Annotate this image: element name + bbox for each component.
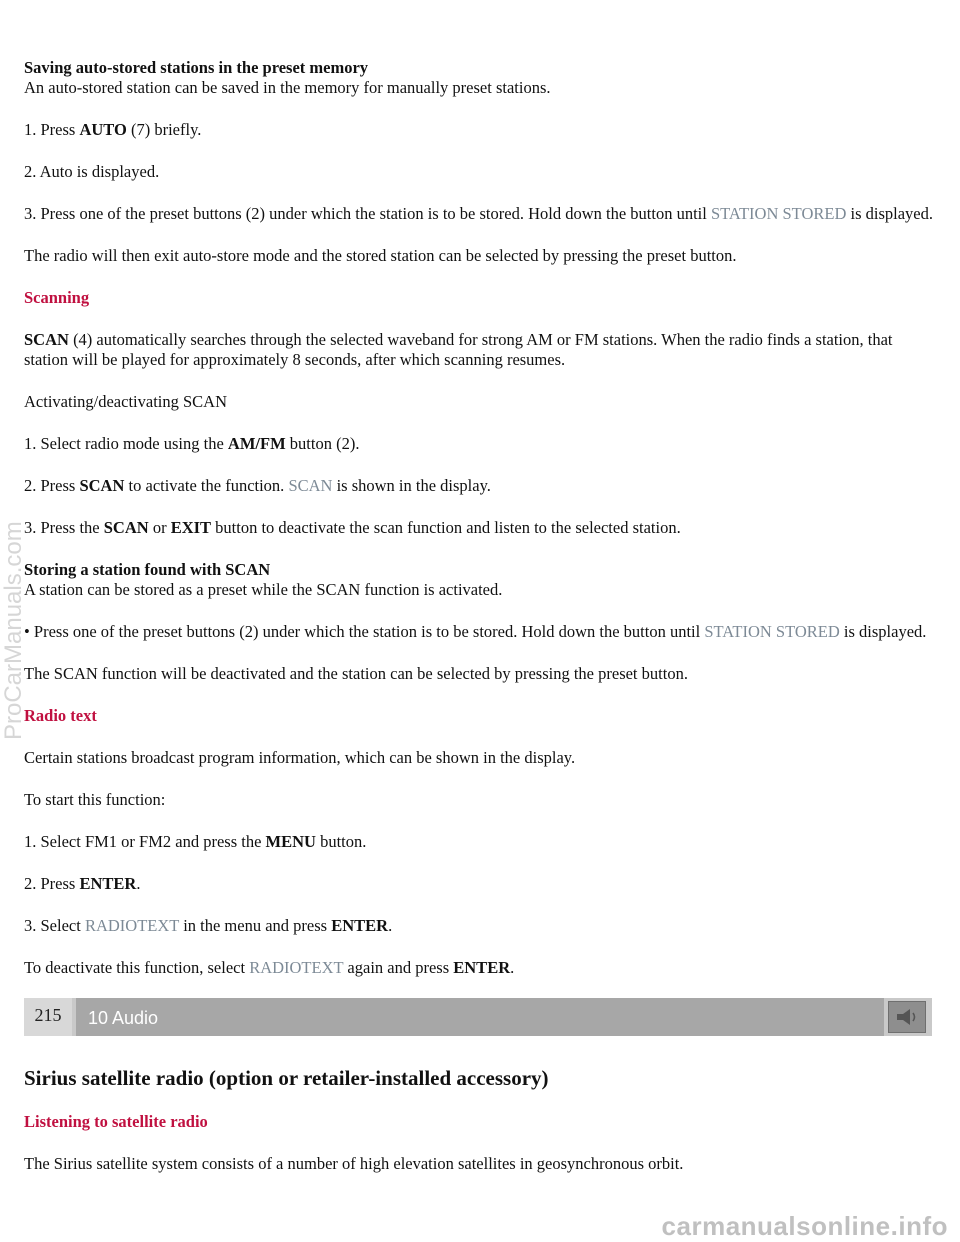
scan-label: SCAN [103,518,149,537]
watermark-bottom: carmanualsonline.info [661,1211,948,1241]
saving-heading: Saving auto-stored stations in the preset memory [24,58,369,77]
enter-label: ENTER [79,874,137,893]
text: button. [315,832,367,851]
scanning-step-2 [24,476,939,496]
auto-label: AUTO [79,120,127,139]
text: . [136,874,141,893]
display-text: SCAN [288,476,333,495]
saving-step-2: 2. Auto is displayed. [24,162,160,181]
text: 3. Press one of the preset buttons (2) under which the station is to be stored. Hold down the button until [24,204,711,223]
scan-label: SCAN [79,476,125,495]
radiotext-deactivate [24,958,939,978]
storing-section [24,560,939,600]
saving-outro: The radio will then exit auto-store mode and the stored station can be selected by pressing the preset button. [24,246,737,265]
storing-intro: A station can be stored as a preset while the SCAN function is activated. [24,580,503,599]
scanning-step-3 [24,518,939,538]
chapter-bar [24,998,932,1036]
chapter-title: 10 Audio [76,998,884,1036]
text: is displayed. [839,622,927,641]
text: in the menu and press [179,916,332,935]
sirius-heading: Sirius satellite radio (option or retailer-installed accessory) [24,1066,549,1090]
scanning-outro: The SCAN function will be deactivated and the station can be selected by pressing the preset button. [24,664,688,683]
saving-step-1 [24,120,939,140]
text: 2. Press [24,874,80,893]
text: is displayed. [846,204,934,223]
text: To deactivate this function, select [24,958,250,977]
radiotext-heading: Radio text [24,706,97,725]
text: is shown in the display. [332,476,491,495]
scanning-intro [24,330,939,370]
text: 1. Select radio mode using the [24,434,228,453]
saving-section [24,58,939,98]
text: 1. Select FM1 or FM2 and press the [24,832,266,851]
text: 3. Press the [24,518,104,537]
radiotext-step-2 [24,874,939,894]
text: (7) briefly. [126,120,202,139]
sirius-subheading: Listening to satellite radio [24,1112,208,1131]
sirius-intro: The Sirius satellite system consists of a number of high elevation satellites in geosynchronous orbit. [24,1154,684,1173]
saving-intro: An auto-stored station can be saved in the memory for manually preset stations. [24,78,551,97]
text: • Press one of the preset buttons (2) under which the station is to be stored. Hold down the button until [24,622,705,641]
page-number: 215 [24,998,72,1036]
scan-label: SCAN [24,330,69,349]
menu-label: MENU [265,832,316,851]
text: again and press [343,958,454,977]
display-text: RADIOTEXT [84,916,180,935]
text: (4) automatically searches through the selected waveband for strong AM or FM stations. When the radio finds a station, that station will be played for approximately 8 seconds, after which scanning resumes. [24,330,893,369]
text: 2. Press [24,476,80,495]
radiotext-step-1 [24,832,939,852]
scanning-heading: Scanning [24,288,90,307]
radiotext-start: To start this function: [24,790,166,809]
display-text: STATION STORED [710,204,847,223]
scanning-activate: Activating/deactivating SCAN [24,392,228,411]
radiotext-step-3 [24,916,939,936]
amfm-label: AM/FM [227,434,286,453]
manual-page [24,58,939,1196]
text: button to deactivate the scan function and listen to the selected station. [211,518,681,537]
text: or [148,518,171,537]
text: . [510,958,515,977]
storing-heading: Storing a station found with SCAN [24,560,271,579]
text: button (2). [285,434,360,453]
radiotext-intro: Certain stations broadcast program information, which can be shown in the display. [24,748,576,767]
speaker-icon [888,1001,926,1033]
enter-label: ENTER [331,916,389,935]
saving-step-3 [24,204,939,224]
display-text: RADIOTEXT [249,958,344,977]
storing-bullet [24,622,939,642]
text: to activate the function. [124,476,289,495]
enter-label: ENTER [453,958,511,977]
text: 1. Press [24,120,80,139]
scanning-step-1 [24,434,939,454]
exit-label: EXIT [170,518,212,537]
display-text: STATION STORED [704,622,840,641]
watermark-left: ProCarManuals.com [0,521,27,740]
text: 3. Select [24,916,85,935]
text: . [388,916,393,935]
